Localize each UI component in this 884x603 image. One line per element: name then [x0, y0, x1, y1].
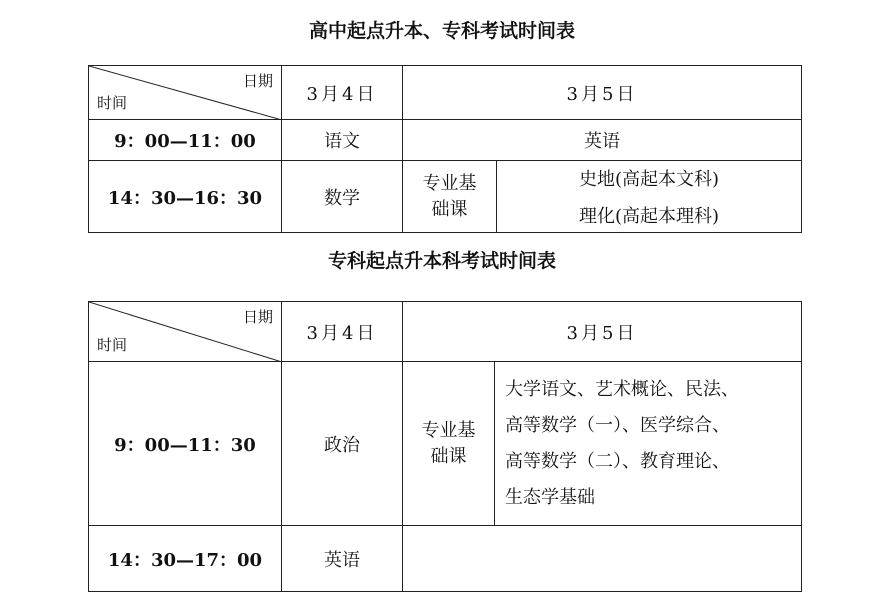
subject-politics: 政治 — [282, 362, 403, 526]
subject-english: 英语 — [403, 120, 802, 161]
time-slot-afternoon: 14：30—16：30 — [89, 161, 282, 233]
subject-physics-chemistry: 理化(高起本理科) — [578, 206, 720, 227]
subject-list-line: 大学语文、艺术概论、民法、 — [505, 378, 739, 400]
header-diagonal-cell — [89, 66, 282, 120]
group-line2: 础课 — [430, 445, 467, 467]
header-diagonal-cell — [89, 302, 282, 362]
subject-list-line: 高等数学（一）、医学综合、 — [505, 414, 730, 436]
subject-list-line: 生态学基础 — [505, 486, 595, 508]
subject-english: 英语 — [282, 526, 403, 592]
subject-history-geography: 史地(高起本文科) — [578, 169, 720, 190]
exam-schedule-table-2 — [88, 301, 802, 592]
time-label: 时间 — [97, 336, 128, 354]
exam-schedule-table-1 — [88, 65, 802, 233]
day2-afternoon-empty — [403, 526, 802, 592]
time-label: 时间 — [97, 94, 128, 112]
professional-basics-label — [403, 362, 495, 526]
professional-basics-label — [403, 161, 497, 233]
group-line1: 专业基 — [422, 172, 477, 194]
time-slot-afternoon: 14：30—17：00 — [89, 526, 282, 592]
table1-title: 高中起点升本、专科考试时间表 — [308, 20, 575, 42]
professional-subjects-list — [495, 362, 802, 526]
day2-header: 3月5日 — [403, 302, 802, 362]
date-label: 日期 — [242, 308, 273, 326]
time-slot-morning: 9：00—11：30 — [89, 362, 282, 526]
day2-header: 3月5日 — [403, 66, 802, 120]
day1-header: 3月4日 — [282, 302, 403, 362]
professional-subjects — [497, 161, 802, 233]
subject-math: 数学 — [282, 161, 403, 233]
subject-list-line: 高等数学（二）、教育理论、 — [505, 450, 730, 472]
group-line1: 专业基 — [421, 419, 476, 441]
table2-title: 专科起点升本科考试时间表 — [327, 250, 556, 272]
day1-header: 3月4日 — [282, 66, 403, 120]
group-line2: 础课 — [431, 198, 468, 220]
time-slot-morning: 9：00—11：00 — [89, 120, 282, 161]
date-label: 日期 — [242, 72, 273, 90]
subject-chinese: 语文 — [282, 120, 403, 161]
